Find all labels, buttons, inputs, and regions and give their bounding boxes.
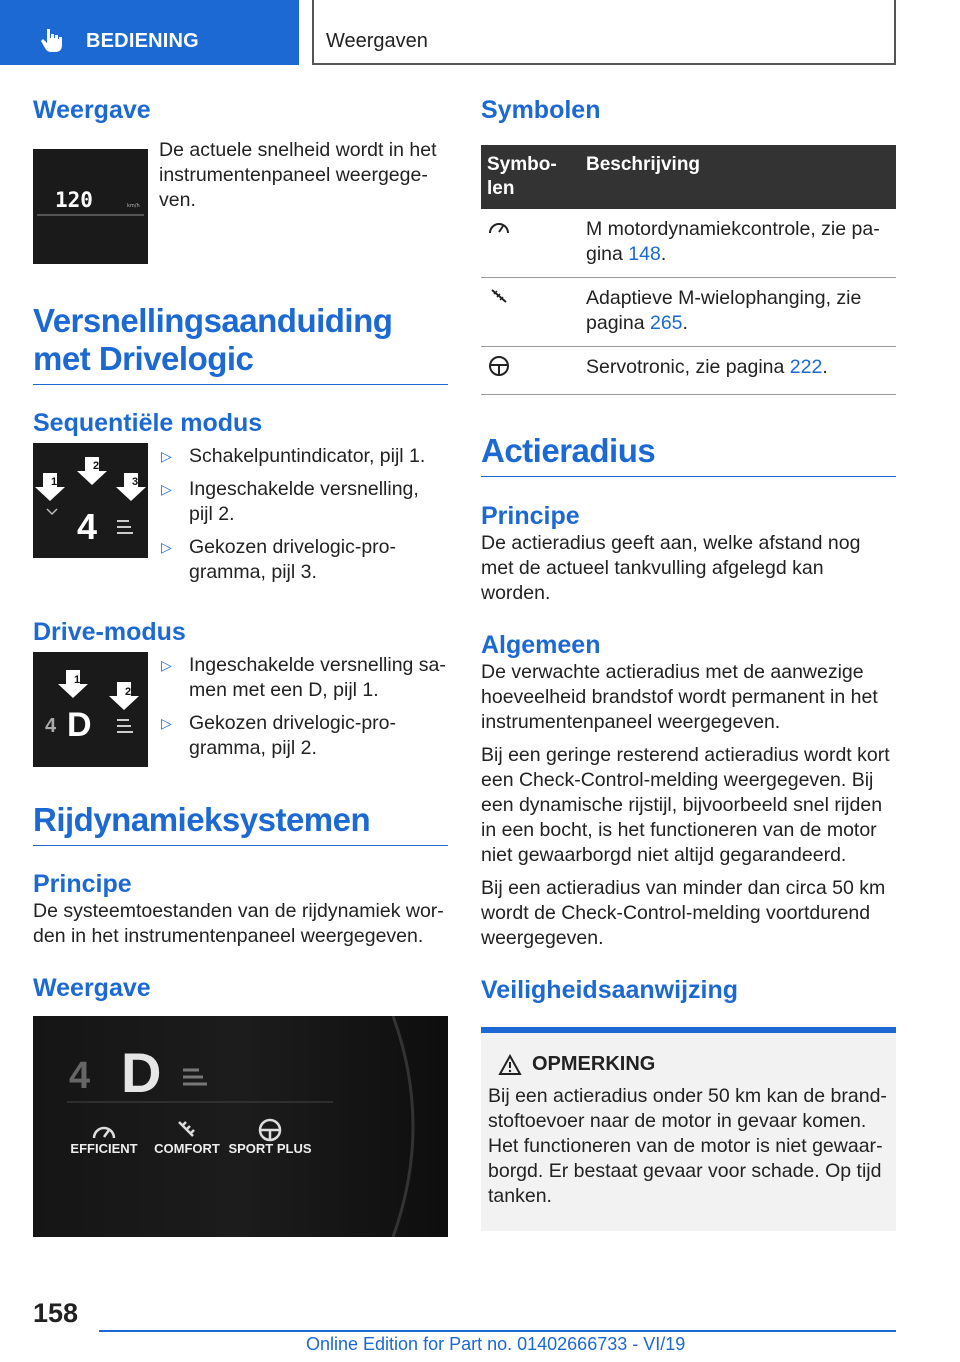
rijdynamiek-heading: Rijdynamieksystemen [33, 801, 448, 846]
table-row: Servotronic, zie pagina 222. [481, 347, 896, 395]
left-column [33, 95, 448, 1237]
warning-note [481, 1027, 896, 1231]
symbols-table [481, 145, 896, 395]
page-link[interactable]: 265 [649, 312, 683, 334]
gauge-icon [487, 217, 511, 237]
versnelling-heading: Versnellingsaanduiding met Drivelogic [33, 302, 448, 385]
principe-heading: Principe [33, 870, 132, 898]
gear-label: 4 [45, 715, 57, 737]
page-number: 158 [33, 1298, 79, 1328]
list-item: ▷ Gekozen drivelogic-programma, pijl 3. [159, 535, 448, 585]
row-text: Adaptieve M-wielophanging, zie pagina [586, 287, 862, 334]
weergave-heading: Weergave [33, 96, 151, 124]
col-header-symbols: Symbolen [481, 145, 580, 209]
sequentieel-heading: Sequentiële modus [33, 409, 263, 437]
principe-heading: Principe [481, 502, 580, 530]
arrow-1-label: 1 [74, 674, 81, 686]
section-title: BEDIENING [86, 30, 199, 52]
chapter-tab [312, 0, 896, 65]
drive-modes-display-image [33, 1016, 448, 1237]
arrow-3-label: 3 [132, 476, 139, 488]
steering-wheel-icon [487, 355, 511, 377]
drive-mode-image [33, 652, 148, 767]
arrow-2-label: 2 [93, 460, 100, 472]
weergave-text: De actuele snelheid wordt in het instrumentenpaneel weergegeven. [159, 139, 437, 211]
actieradius-heading: Actieradius [481, 432, 896, 477]
speed-unit: km/h [127, 203, 140, 209]
gear-label: 4 [77, 506, 98, 547]
footer-edition: Online Edition for Part no. 01402666733 - VI/19 [306, 1334, 686, 1354]
list-item: ▷ Schakelpuntindicator, pijl 1. [159, 444, 448, 469]
principe-text: De systeemtoestanden van de rijdynamiek worden in het instrumentenpaneel weergegeven. [33, 900, 444, 947]
algemeen-p2: Bij een geringe resterend actieradius wordt kort een Check-Control-melding weergegeven. Bij een dynamische rijstijl, bijvoorbeeld snel rijden in een bocht, is het functioneren van de motor niet gewaarborgd niet altijd gegarandeerd. [481, 744, 890, 866]
veiligheid-heading: Veiligheidsaanwijzing [481, 976, 739, 1004]
chapter-title: Weergaven [326, 30, 428, 52]
drive-heading: Drive-modus [33, 618, 186, 646]
gear-label: 4 [69, 1055, 91, 1097]
mode-label: D [121, 1041, 162, 1104]
algemeen-heading: Algemeen [481, 631, 601, 659]
efficient-label: EFFICIENT [70, 1141, 138, 1156]
table-row: Adaptieve M-wielophanging, zie pagina 265. [481, 278, 896, 347]
algemeen-p1: De verwachte actieradius met de aanwezige hoeveelheid brandstof wordt permanent in het instrumentenpaneel weergegeven. [481, 661, 878, 733]
page-link[interactable]: 222 [789, 356, 823, 378]
row-text: Servotronic, zie pagina [586, 356, 790, 378]
row-text: M motordynamiekcontrole, zie pagina [586, 218, 880, 265]
sequentieel-list [159, 444, 448, 585]
table-row: M motordynamiekcontrole, zie pagina 148. [481, 209, 896, 278]
speed-display-image [33, 149, 148, 264]
hand-pointer-icon [38, 26, 66, 54]
arrow-2-label: 2 [125, 686, 132, 698]
sport-plus-label: SPORT PLUS [228, 1141, 312, 1156]
page-link[interactable]: 148 [628, 243, 661, 265]
damper-icon [487, 286, 511, 306]
section-tab [0, 0, 299, 65]
right-column [481, 95, 896, 1231]
warning-triangle-icon [498, 1054, 522, 1076]
mode-label: D [67, 706, 92, 744]
weergave2-heading: Weergave [33, 974, 151, 1002]
arrow-1-label: 1 [51, 476, 58, 488]
list-item: ▷ Ingeschakelde versnelling samen met een D, pijl 1. [159, 653, 448, 703]
list-item: ▷ Gekozen drivelogic-programma, pijl 2. [159, 711, 448, 761]
comfort-label: COMFORT [154, 1141, 220, 1156]
note-title: OPMERKING [532, 1053, 656, 1075]
note-text: Bij een actieradius onder 50 km kan de brandstoftoevoer naar de motor in gevaar komen. Het functioneren van de motor is niet gewaarborgd. Er bestaat gevaar voor schade. Op tijd tanken. [488, 1085, 887, 1207]
list-item: ▷ Ingeschakelde versnelling, pijl 2. [159, 477, 448, 527]
symbolen-heading: Symbolen [481, 96, 601, 124]
drive-list [159, 653, 448, 761]
footer-divider [99, 1330, 896, 1332]
sequential-mode-image [33, 443, 148, 558]
algemeen-p3: Bij een actieradius van minder dan circa 50 km wordt de Check-Control-melding voortdurend weergegeven. [481, 877, 886, 949]
principe-text: De actieradius geeft aan, welke afstand nog met de actueel tankvulling afgelegd kan worden. [481, 532, 861, 604]
speed-value: 120 [55, 188, 93, 212]
col-header-description: Beschrijving [580, 145, 896, 209]
